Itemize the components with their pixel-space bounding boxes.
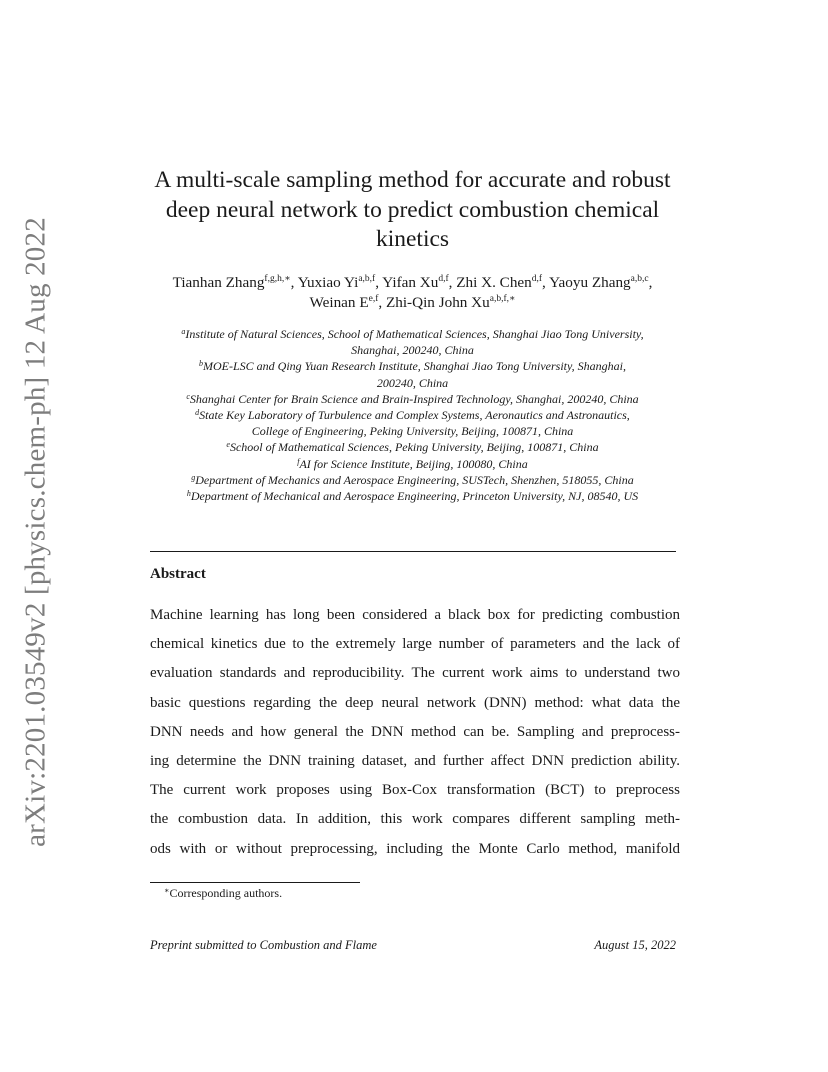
author-name: Weinan E: [309, 294, 369, 311]
abstract-line: ing determine the DNN training dataset, and further affect DNN prediction ability.: [150, 753, 680, 770]
author-affiliation-marks: f,g,h,∗: [264, 274, 291, 284]
abstract-line: the combustion data. In addition, this work compares different sampling meth-: [150, 811, 680, 828]
title-line: A multi-scale sampling method for accurate and robust: [154, 167, 671, 193]
affiliation-text: Department of Mechanical and Aerospace Engineering, Princeton University, NJ, 08540, US: [190, 489, 639, 504]
author-line: [130, 293, 695, 313]
preprint-note: Preprint submitted to Combustion and Flame: [150, 938, 377, 952]
author-separator: ,: [375, 274, 383, 291]
affiliation: [130, 423, 695, 439]
abstract-line: The current work proposes using Box-Cox transformation (BCT) to preprocess: [150, 782, 680, 799]
affiliation-mark: h: [186, 489, 191, 499]
affiliation-text: College of Engineering, Peking University, Beijing, 100871, China: [251, 424, 574, 439]
author-affiliation-marks: e,f: [368, 294, 379, 304]
affiliation-list: [130, 326, 695, 504]
author-name: Yifan Xu: [382, 274, 439, 291]
affiliation-text: MOE-LSC and Qing Yuan Research Institute, Shanghai Jiao Tong University, Shanghai,: [203, 359, 626, 374]
abstract-line: basic questions regarding the deep neural network (DNN) method: what data the: [150, 694, 680, 711]
affiliation-text: State Key Laboratory of Turbulence and Complex Systems, Aeronautics and Astronautics,: [199, 408, 630, 423]
affiliation: [130, 326, 695, 342]
author-separator: ,: [378, 294, 386, 311]
author: [173, 274, 298, 291]
affiliation-mark: c: [186, 391, 190, 401]
title-line: kinetics: [375, 226, 450, 252]
affiliation: [130, 358, 695, 374]
footnote-text: Corresponding authors.: [169, 886, 283, 900]
affiliation: [130, 439, 695, 455]
affiliation-mark: g: [191, 472, 196, 482]
affiliation-mark: d: [195, 408, 200, 418]
author-separator: ,: [290, 274, 298, 291]
author: [549, 274, 652, 291]
author-affiliation-marks: a,b,f: [358, 274, 376, 284]
author-affiliation-marks: a,b,c: [630, 274, 649, 284]
author: [298, 274, 383, 291]
author-name: Tianhan Zhang: [172, 274, 265, 291]
affiliation-text: Department of Mechanics and Aerospace Engineering, SUSTech, Shenzhen, 518055, China: [195, 472, 634, 487]
preprint-date: August 15, 2022: [594, 938, 676, 952]
author: [382, 274, 456, 291]
abstract-line: Machine learning has long been considered a black box for predicting combustion: [150, 607, 680, 623]
abstract-heading: Abstract: [150, 566, 206, 582]
author-separator: ,: [448, 274, 457, 291]
footnote-rule: [150, 882, 360, 883]
affiliation-text: 200240, China: [376, 375, 449, 390]
abstract-top-rule: [150, 551, 676, 552]
arxiv-identifier: arXiv:2201.03549v2 [physics.chem-ph] 12 Aug 2022: [19, 217, 52, 847]
author-name: Yaoyu Zhang: [549, 274, 631, 291]
affiliation-text: Shanghai Center for Brain Science and Brain-Inspired Technology, Shanghai, 200240, China: [189, 391, 639, 406]
affiliation: [130, 472, 695, 488]
author-list: [130, 273, 695, 313]
affiliation: [130, 342, 695, 358]
abstract-line: evaluation standards and reproducibility. The current work aims to understand two: [150, 665, 680, 682]
author-line: [130, 273, 695, 293]
affiliation-mark: e: [226, 440, 230, 450]
affiliation: [130, 391, 695, 407]
author-separator: ,: [542, 274, 550, 291]
abstract-line: DNN needs and how general the DNN method can be. Sampling and preprocess-: [150, 723, 680, 740]
author-affiliation-marks: a,b,f,∗: [489, 294, 516, 304]
affiliation-text: School of Mathematical Sciences, Peking University, Beijing, 100871, China: [229, 440, 599, 455]
affiliation-text: Institute of Natural Sciences, School of Mathematical Sciences, Shanghai Jiao Tong University,: [185, 327, 644, 341]
author: [310, 294, 386, 311]
affiliation-text: Shanghai, 200240, China: [351, 343, 474, 358]
abstract-line: chemical kinetics due to the extremely large number of parameters and the lack of: [150, 636, 680, 653]
affiliation: [130, 375, 695, 391]
author-name: Zhi-Qin John Xu: [385, 294, 490, 311]
affiliation: [130, 488, 695, 504]
author: [456, 274, 549, 291]
affiliation-mark: a: [181, 327, 186, 336]
author-affiliation-marks: d,f: [438, 274, 449, 284]
affiliation-text: AI for Science Institute, Beijing, 100080, China: [299, 456, 528, 471]
affiliation: [130, 407, 695, 423]
author: [386, 294, 516, 311]
affiliation-mark: b: [199, 359, 203, 369]
affiliation-mark: f: [297, 456, 300, 466]
author-name: Zhi X. Chen: [456, 274, 532, 291]
affiliation: [130, 456, 695, 472]
footnote-mark: ∗: [164, 886, 170, 895]
abstract-line: ods with or without preprocessing, including the Monte Carlo method, manifold: [150, 840, 680, 857]
abstract-body: [150, 601, 680, 864]
author-affiliation-marks: d,f: [531, 274, 543, 284]
author-separator: ,: [648, 274, 653, 291]
paper-title: [130, 166, 695, 255]
author-name: Yuxiao Yi: [297, 274, 359, 291]
title-line: deep neural network to predict combustion chemical: [165, 196, 660, 223]
footnote: [164, 886, 282, 901]
